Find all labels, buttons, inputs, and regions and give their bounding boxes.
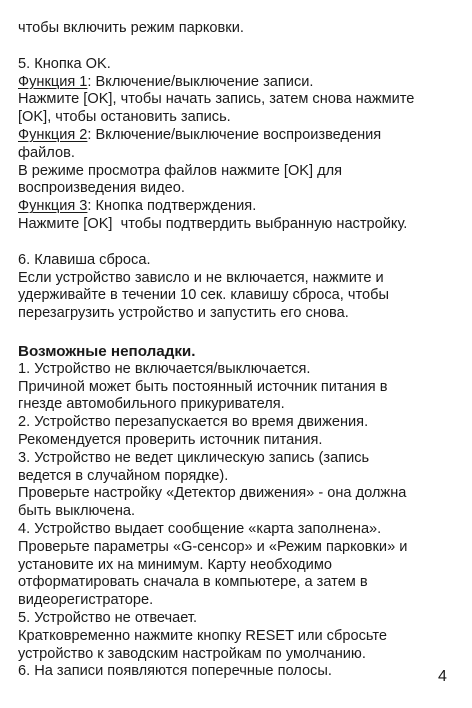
function-3-text: : Кнопка подтверждения.	[87, 198, 257, 215]
trouble-line: 3. Устройство не ведет циклическую запись (запись	[18, 449, 370, 466]
trouble-line: 6. На записи появляются поперечные полосы.	[18, 663, 332, 680]
spacer	[18, 323, 458, 343]
trouble-line: быть выключена.	[18, 503, 136, 520]
trouble-line: Причиной может быть постоянный источник питания в	[18, 378, 388, 395]
function-2-text-2: файлов.	[18, 144, 75, 161]
function-1-line	[18, 74, 458, 92]
function-2-line	[18, 127, 458, 145]
spacer	[18, 38, 458, 56]
spacer	[18, 234, 458, 252]
function-3-desc: Нажмите [OK] чтобы подтвердить выбранную настройку.	[18, 215, 408, 232]
reset-desc-1: Если устройство зависло и не включается, нажмите и	[18, 269, 384, 286]
function-2-desc-1: В режиме просмотра файлов нажмите [OK] для	[18, 162, 343, 179]
function-1-text: : Включение/выключение записи.	[87, 73, 314, 90]
intro-line: чтобы включить режим парковки.	[18, 20, 244, 36]
reset-button-section	[18, 252, 458, 323]
function-2-label: Функция 2	[18, 126, 88, 143]
trouble-line: установите их на минимум. Карту необходимо	[18, 556, 332, 573]
reset-button-title: 6. Клавиша сброса.	[18, 251, 151, 268]
function-3-line	[18, 198, 458, 216]
trouble-line: ведется в случайном порядке).	[18, 467, 229, 484]
function-3-label: Функция 3	[18, 198, 88, 215]
function-1-label: Функция 1	[18, 73, 88, 90]
trouble-line: 5. Устройство не отвечает.	[18, 609, 198, 626]
reset-desc-2: удерживайте в течении 10 сек. клавишу сброса, чтобы	[18, 287, 389, 304]
function-2-desc-2: воспроизведения видео.	[18, 180, 185, 197]
manual-page	[18, 20, 458, 681]
reset-desc-3: перезагрузить устройство и запустить его снова.	[18, 305, 349, 322]
trouble-line: Проверьте параметры «G-сенсор» и «Режим парковки» и	[18, 538, 408, 555]
function-1-desc-1: Нажмите [OK], чтобы начать запись, затем снова нажмите	[18, 91, 415, 108]
trouble-line: 2. Устройство перезапускается во время движения.	[18, 414, 369, 431]
trouble-line: видеорегистраторе.	[18, 592, 154, 609]
ok-button-title: 5. Кнопка OK.	[18, 55, 111, 72]
trouble-line: устройство к заводским настройкам по умолчанию.	[18, 645, 366, 662]
ok-button-section	[18, 56, 458, 234]
troubleshooting-heading: Возможные неполадки.	[18, 342, 196, 360]
trouble-line: Рекомендуется проверить источник питания.	[18, 431, 323, 448]
trouble-line: отформатировать сначала в компьютере, а затем в	[18, 574, 368, 591]
trouble-line: 1. Устройство не включается/выключается.	[18, 360, 311, 377]
function-1-desc-2: [OK], чтобы остановить запись.	[18, 109, 231, 126]
troubleshooting-section	[18, 343, 458, 681]
function-2-text: : Включение/выключение воспроизведения	[87, 126, 382, 143]
page-number: 4	[438, 668, 447, 685]
trouble-line: 4. Устройство выдает сообщение «карта заполнена».	[18, 520, 382, 537]
trouble-line: Кратковременно нажмите кнопку RESET или сбросьте	[18, 627, 387, 644]
trouble-line: гнезде автомобильного прикуривателя.	[18, 396, 285, 413]
trouble-line: Проверьте настройку «Детектор движения» - она должна	[18, 485, 407, 502]
